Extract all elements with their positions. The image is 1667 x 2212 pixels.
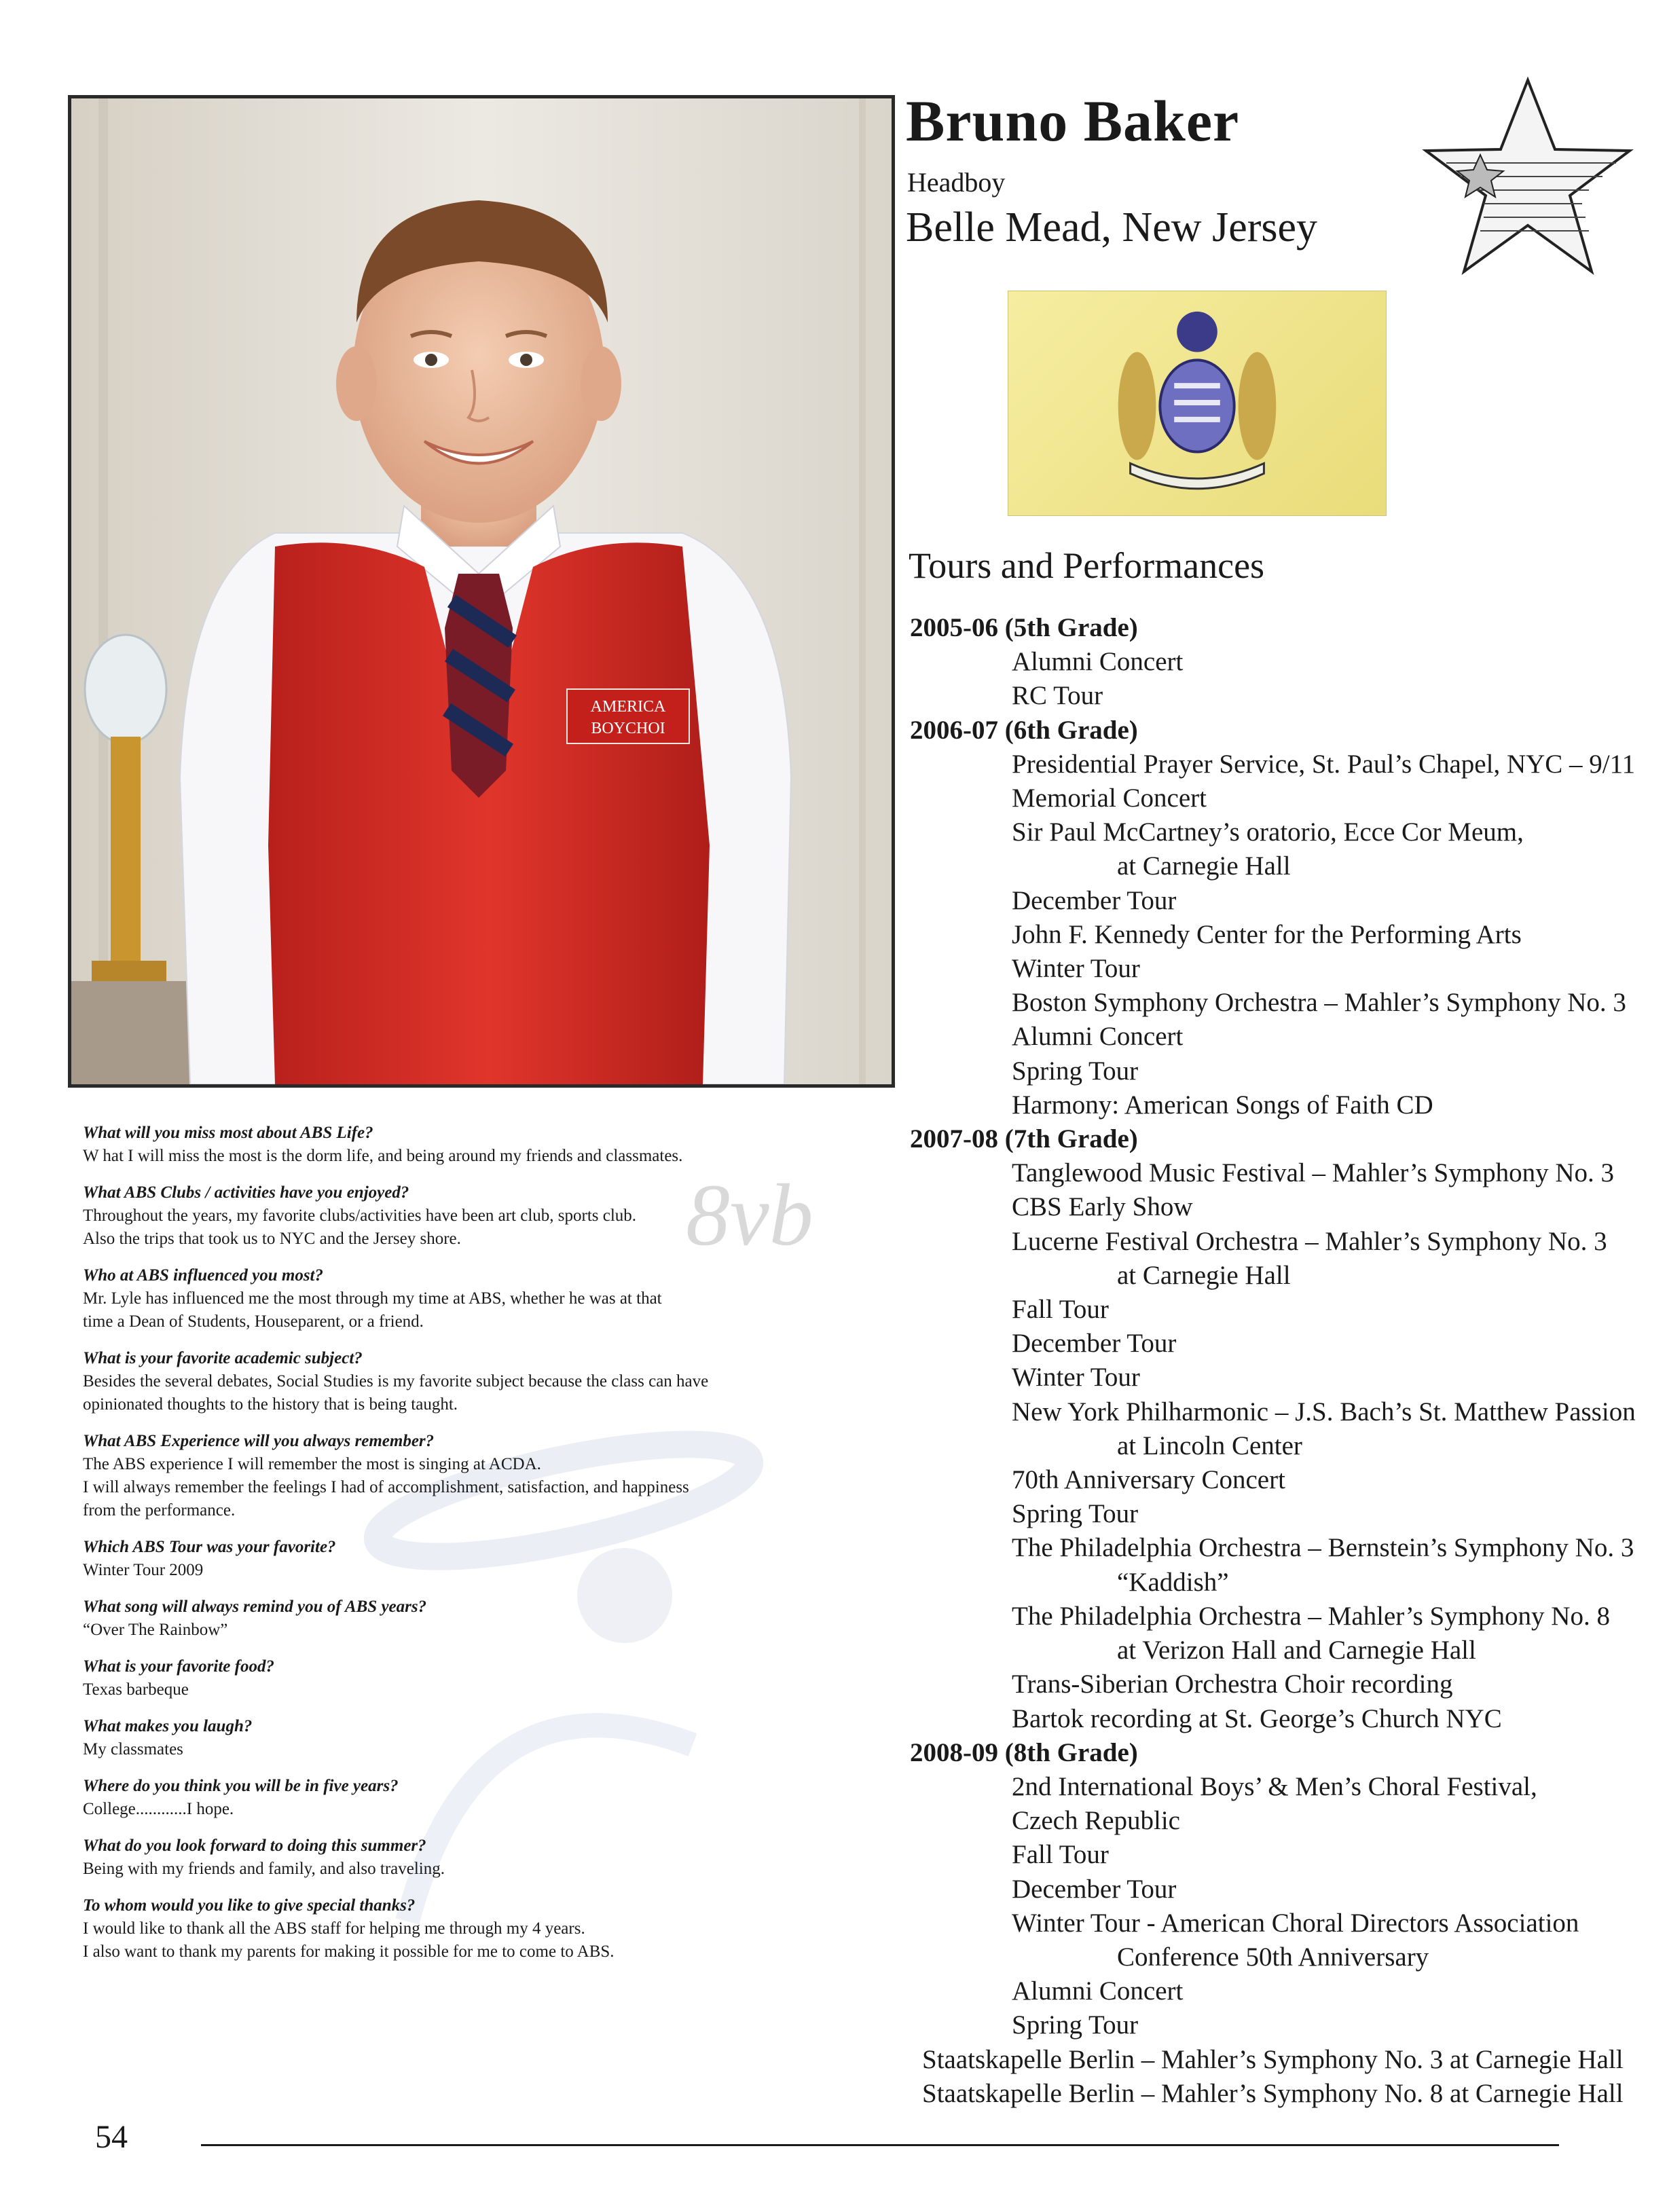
tour-event: Lucerne Festival Orchestra – Mahler’s Symphony No. 3 [1012,1226,1607,1256]
tour-event: Fall Tour [1012,1840,1109,1870]
tour-event: Bartok recording at St. George’s Church NYC [1012,1703,1502,1733]
tour-event: at Lincoln Center [1117,1431,1302,1460]
qa-question: To whom would you like to give special thanks? [83,1896,416,1915]
tour-event: Winter Tour - American Choral Directors Association [1012,1908,1579,1938]
qa-answer: time a Dean of Students, Houseparent, or a friend. [83,1312,424,1331]
tour-event: December Tour [1012,885,1177,915]
tour-event: Spring Tour [1012,2010,1139,2040]
tours-list [910,611,1657,2111]
tour-year-heading: 2006-07 (6th Grade) [910,715,1138,745]
qa-answer: I also want to thank my parents for making it possible for me to come to ABS. [83,1942,615,1961]
student-hometown: Belle Mead, New Jersey [906,204,1318,251]
student-role: Headboy [907,167,1006,198]
tour-event: Harmony: American Songs of Faith CD [1012,1090,1433,1120]
tour-event: December Tour [1012,1329,1177,1359]
qa-answer: Being with my friends and family, and also traveling. [83,1860,445,1878]
tour-event: Boston Symphony Orchestra – Mahler’s Symphony No. 3 [1012,988,1626,1018]
qa-list [83,1122,816,1964]
tour-event: New York Philharmonic – J.S. Bach’s St. Matthew Passion [1012,1397,1636,1426]
qa-answer: from the performance. [83,1501,236,1519]
qa-answer: Texas barbeque [83,1680,189,1699]
tour-event: Presidential Prayer Service, St. Paul’s Chapel, NYC – 9/11 [1012,749,1636,779]
qa-answer: Besides the several debates, Social Studies is my favorite subject because the class can have [83,1372,709,1390]
tour-event: CBS Early Show [1012,1192,1193,1222]
tour-event: Staatskapelle Berlin – Mahler’s Symphony No. 3 at Carnegie Hall [922,2044,1624,2074]
tour-event: Alumni Concert [1012,1976,1184,2006]
tour-event: “Kaddish” [1117,1567,1229,1597]
qa-answer: My classmates [83,1740,183,1758]
qa-answer: Throughout the years, my favorite clubs/activities have been art club, sports club. [83,1206,637,1225]
qa-question: Which ABS Tour was your favorite? [83,1538,336,1556]
tour-event: Alumni Concert [1012,647,1184,677]
tour-event: The Philadelphia Orchestra – Mahler’s Symphony No. 8 [1012,1601,1610,1631]
tour-event: Conference 50th Anniversary [1117,1942,1429,1972]
tour-event: Tanglewood Music Festival – Mahler’s Symphony No. 3 [1012,1158,1614,1188]
tour-year-heading: 2008-09 (8th Grade) [910,1737,1138,1767]
qa-answer: “Over The Rainbow” [83,1621,228,1639]
qa-answer: Also the trips that took us to NYC and the Jersey shore. [83,1230,461,1248]
qa-question: Where do you think you will be in five years? [83,1777,399,1795]
tour-event: Staatskapelle Berlin – Mahler’s Symphony No. 8 at Carnegie Hall [922,2078,1624,2108]
tour-event: Trans-Siberian Orchestra Choir recording [1012,1670,1453,1699]
qa-answer: I will always remember the feelings I had of accomplishment, satisfaction, and happiness [83,1478,689,1496]
tour-event: Czech Republic [1012,1806,1180,1836]
qa-question: What is your favorite academic subject? [83,1349,363,1367]
qa-question: What makes you laugh? [83,1717,253,1735]
tour-year-heading: 2005-06 (5th Grade) [910,613,1138,642]
qa-question: What will you miss most about ABS Life? [83,1124,373,1142]
tour-event: at Verizon Hall and Carnegie Hall [1117,1636,1476,1665]
qa-question: What do you look forward to doing this summer? [83,1837,426,1855]
badge-text-line1: AMERICA [590,698,666,716]
qa-answer: opinionated thoughts to the history that is being taught. [83,1395,458,1414]
tour-event: at Carnegie Hall [1117,1260,1291,1290]
tour-event: RC Tour [1012,681,1103,711]
qa-answer: Mr. Lyle has influenced me the most through my time at ABS, whether he was at that [83,1289,662,1308]
tour-year-heading: 2007-08 (7th Grade) [910,1124,1138,1154]
qa-question: What ABS Experience will you always remember? [83,1432,435,1450]
tours-heading: Tours and Performances [909,545,1265,586]
tour-event: Spring Tour [1012,1499,1139,1529]
qa-answer: W hat I will miss the most is the dorm life, and being around my friends and classmates. [83,1147,683,1165]
qa-answer: I would like to thank all the ABS staff for helping me through my 4 years. [83,1919,585,1938]
tour-event: Alumni Concert [1012,1022,1184,1052]
portrait-illustration [71,98,892,1084]
qa-question: What ABS Clubs / activities have you enjoyed? [83,1183,409,1202]
qa-question: Who at ABS influenced you most? [83,1266,323,1285]
tour-event: Fall Tour [1012,1295,1109,1325]
star-emblem-icon [1419,75,1636,278]
tour-event: December Tour [1012,1874,1177,1904]
tour-event: Winter Tour [1012,1363,1140,1393]
tour-event: The Philadelphia Orchestra – Bernstein’s Symphony No. 3 [1012,1533,1634,1563]
tour-event: Memorial Concert [1012,784,1207,813]
footer-rule [201,2144,1559,2146]
tour-event: at Carnegie Hall [1117,851,1291,881]
tour-event: 2nd International Boys’ & Men’s Choral Festival, [1012,1771,1537,1801]
tour-event: Spring Tour [1012,1056,1139,1086]
student-name: Bruno Baker [906,88,1240,153]
badge-text-line2: BOYCHOI [591,720,665,737]
qa-answer: The ABS experience I will remember the most is singing at ACDA. [83,1455,541,1473]
tour-event: 70th Anniversary Concert [1012,1465,1285,1495]
tour-event: John F. Kennedy Center for the Performing Arts [1012,919,1522,949]
tour-event: Winter Tour [1012,954,1140,984]
qa-answer: Winter Tour 2009 [83,1561,204,1579]
tour-event: Sir Paul McCartney’s oratorio, Ecce Cor Meum, [1012,817,1524,847]
qa-question: What is your favorite food? [83,1657,274,1676]
state-seal-image [1008,291,1387,516]
portrait-photo [68,95,895,1088]
watermark-text: 8vb [686,1166,813,1264]
qa-answer: College............I hope. [83,1800,234,1818]
qa-question: What song will always remind you of ABS years? [83,1598,427,1616]
page-number: 54 [95,2119,128,2155]
